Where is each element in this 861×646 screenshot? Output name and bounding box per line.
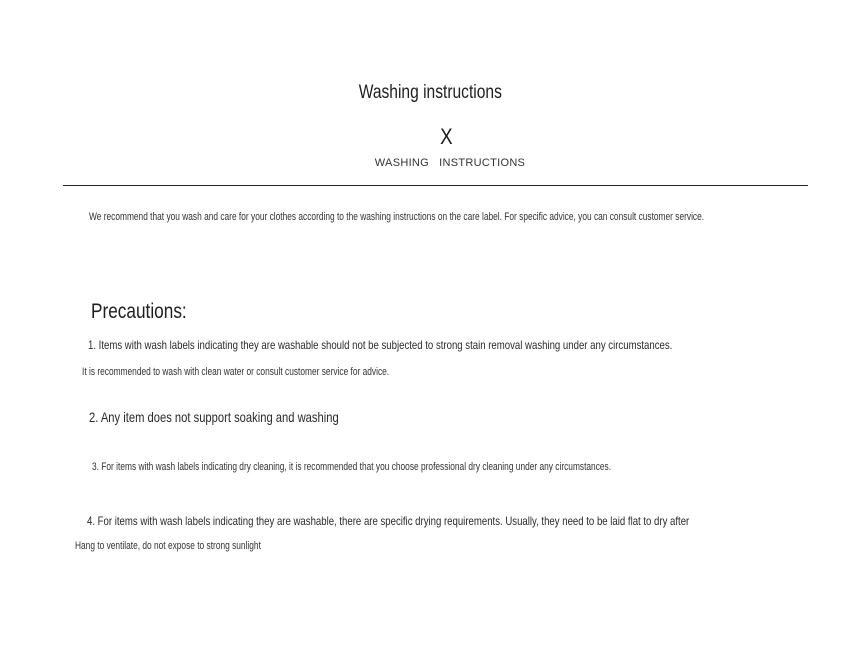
precaution-item-4: 4. For items with wash labels indicating they are washable, there are specific drying requirements. Usually, they need to be laid flat to dry after: [87, 514, 690, 528]
page-title: Washing instructions: [358, 82, 503, 103]
precaution-item-3: 3. For items with wash labels indicating dry cleaning, it is recommended that you choose professional dry cleaning under any circumstances.: [92, 461, 612, 473]
subtitle: WASHING INSTRUCTIONS: [374, 157, 526, 169]
precaution-item-4-continued: Hang to ventilate, do not expose to strong sunlight: [75, 540, 261, 552]
precaution-item-1-continued: It is recommended to wash with clean water or consult customer service for advice.: [82, 366, 390, 378]
precaution-item-1: 1. Items with wash labels indicating they are washable should not be subjected to strong stain removal washing under any circumstances.: [88, 338, 673, 352]
intro-text: We recommend that you wash and care for your clothes according to the washing instructions on the care label. For specific advice, you can consult customer service.: [89, 211, 705, 223]
precautions-heading: Precautions:: [91, 300, 187, 323]
divider: [63, 185, 808, 186]
precaution-item-2: 2. Any item does not support soaking and washing: [89, 409, 339, 425]
x-mark: X: [439, 124, 453, 149]
